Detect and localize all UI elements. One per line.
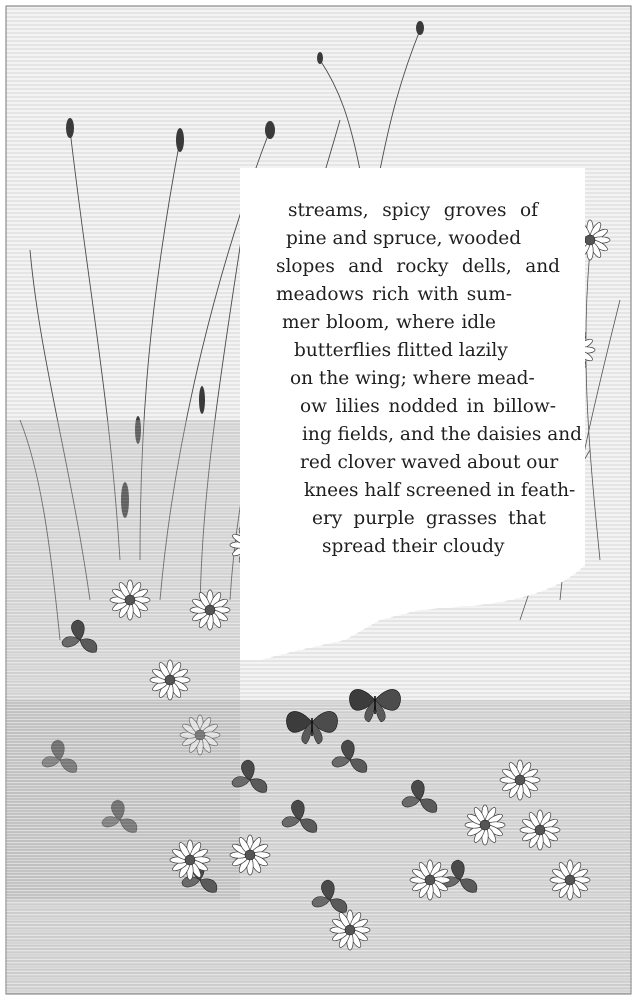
poem-line-8: ow lilies nodded in billow-	[300, 396, 556, 417]
poem-line-3: slopes and rocky dells, and	[276, 256, 560, 277]
poem-line-11: knees half screened in feath-	[304, 480, 576, 501]
poem-line-4: meadows rich with sum-	[276, 284, 512, 305]
poem-line-13: spread their cloudy	[322, 536, 505, 557]
poem-line-9: ing fields, and the daisies and	[302, 424, 583, 445]
poem-text	[240, 168, 585, 568]
poem-line-1: streams, spicy groves of	[288, 200, 538, 221]
poem-line-2: pine and spruce, wooded	[286, 228, 522, 249]
poem-line-7: on the wing; where mead-	[290, 368, 535, 389]
poem-line-5: mer bloom, where idle	[282, 312, 496, 333]
poem-line-12: ery purple grasses that	[312, 508, 546, 529]
poem-line-6: butterflies flitted lazily	[294, 340, 508, 361]
poem-line-10: red clover waved about our	[300, 452, 559, 473]
